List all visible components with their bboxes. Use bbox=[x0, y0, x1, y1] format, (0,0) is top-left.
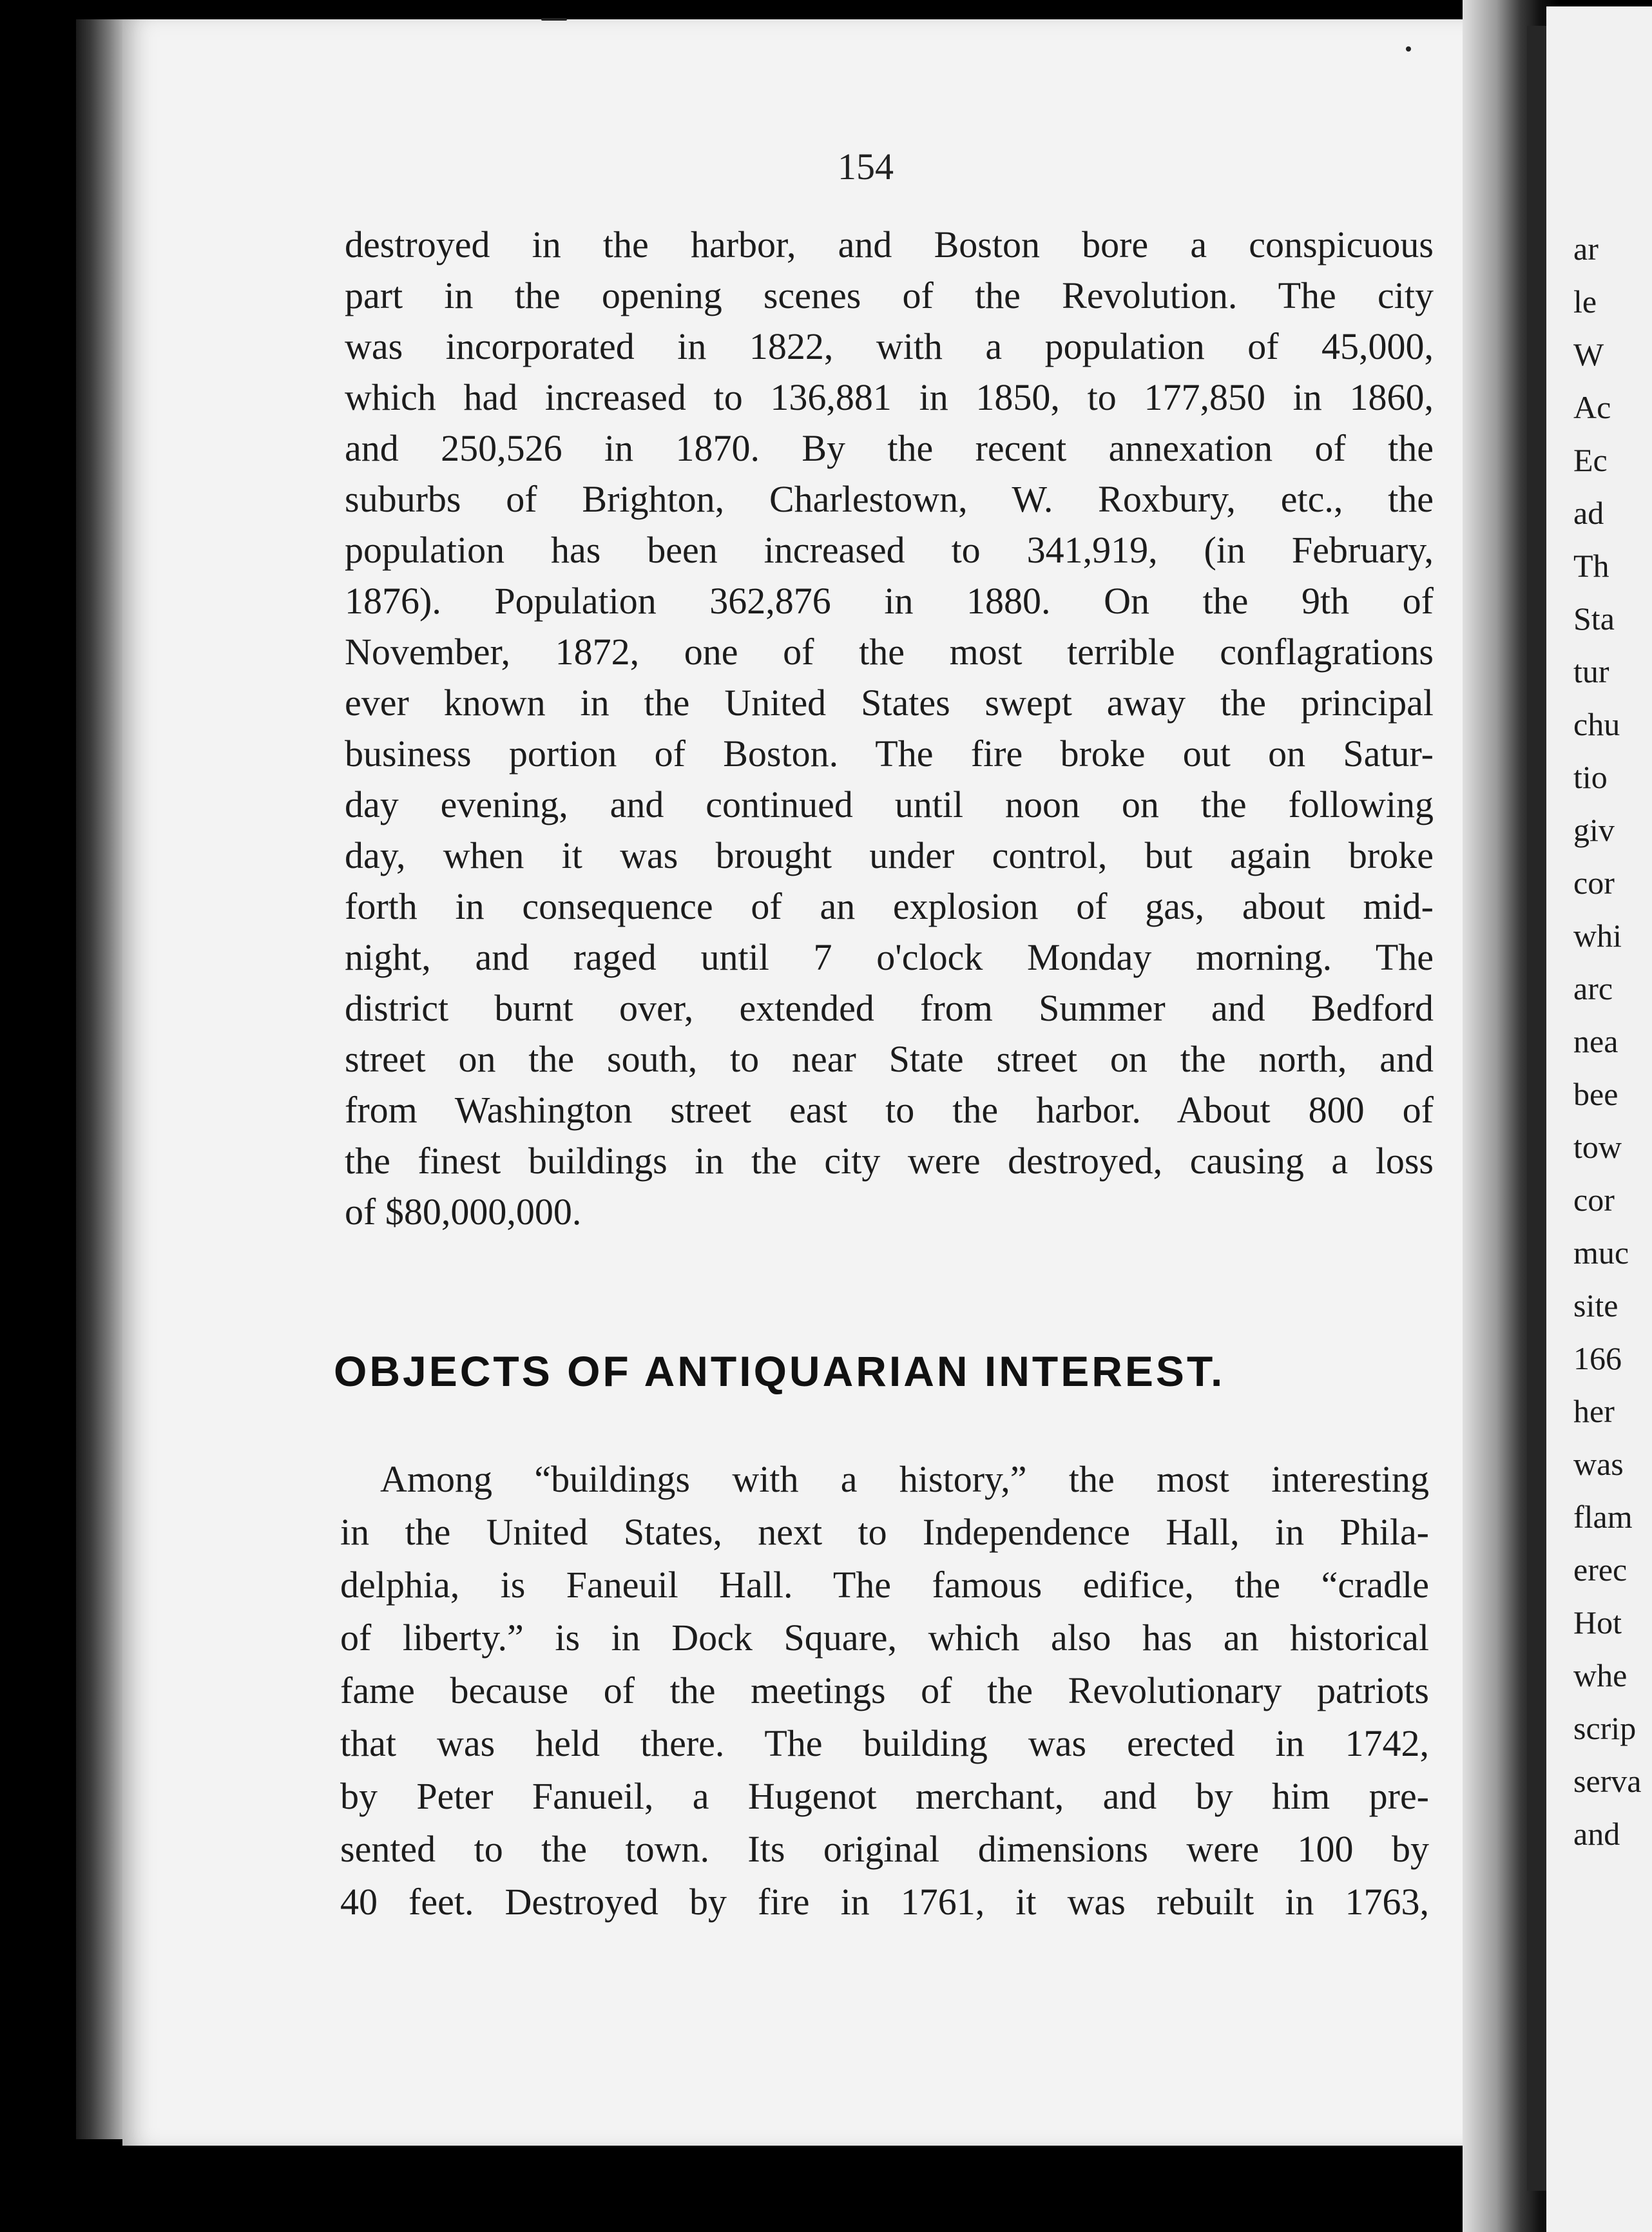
right-page-text-fragments bbox=[1573, 222, 1652, 1860]
text-line: was bbox=[1573, 1446, 1624, 1482]
text-line: giv bbox=[1573, 812, 1615, 848]
text-line: by Peter Fanueil, a Hugenot merchant, and by him pre- bbox=[340, 1775, 1429, 1817]
text-line: street on the south, to near State street on the north, and bbox=[345, 1038, 1434, 1080]
text-line: 1876). Population 362,876 in 1880. On the 9th of bbox=[345, 580, 1434, 622]
text-line: her bbox=[1573, 1393, 1615, 1429]
text-line: day evening, and continued until noon on the following bbox=[345, 784, 1434, 825]
text-line: nea bbox=[1573, 1023, 1618, 1059]
text-line: November, 1872, one of the most terrible conflagrations bbox=[345, 631, 1434, 673]
text-line: Ec bbox=[1573, 442, 1608, 478]
text-line: destroyed in the harbor, and Boston bore a conspicuous bbox=[345, 224, 1434, 265]
text-line: serva bbox=[1573, 1763, 1642, 1799]
text-line: population has been increased to 341,919, (in February, bbox=[345, 529, 1434, 571]
text-line: sented to the town. Its original dimensions were 100 by bbox=[340, 1828, 1429, 1870]
text-line: day, when it was brought under control, but again broke bbox=[345, 834, 1434, 876]
text-line: from Washington street east to the harbor. About 800 of bbox=[345, 1089, 1434, 1131]
text-line: Among “buildings with a history,” the most interesting bbox=[380, 1458, 1429, 1500]
text-line: W bbox=[1573, 336, 1604, 372]
body-paragraph bbox=[345, 219, 1434, 1237]
text-line: Th bbox=[1573, 548, 1609, 584]
text-line: muc bbox=[1573, 1235, 1629, 1271]
text-line: erec bbox=[1573, 1552, 1628, 1588]
text-line: and bbox=[1573, 1816, 1620, 1852]
text-line: ad bbox=[1573, 495, 1604, 531]
text-line: ever known in the United States swept away the principal bbox=[345, 682, 1434, 724]
text-line: in the United States, next to Independence Hall, in Phila- bbox=[340, 1511, 1429, 1553]
text-line: Ac bbox=[1573, 389, 1611, 425]
text-line: tow bbox=[1573, 1129, 1622, 1165]
text-line: of liberty.” is in Dock Square, which also has an historical bbox=[340, 1617, 1429, 1659]
text-line: ar bbox=[1573, 231, 1599, 267]
text-line: the finest buildings in the city were destroyed, causing a loss bbox=[345, 1140, 1434, 1182]
text-line: le bbox=[1573, 284, 1597, 320]
text-line: Sta bbox=[1573, 601, 1615, 637]
text-line: whi bbox=[1573, 918, 1622, 954]
text-line: was incorporated in 1822, with a population of 45,000, bbox=[345, 325, 1434, 367]
text-line: which had increased to 136,881 in 1850, to 177,850 in 1860, bbox=[345, 376, 1434, 418]
text-line: suburbs of Brighton, Charlestown, W. Roxbury, etc., the bbox=[345, 478, 1434, 520]
text-line: 40 feet. Destroyed by fire in 1761, it was rebuilt in 1763, bbox=[340, 1881, 1429, 1923]
text-line: part in the opening scenes of the Revolution. The city bbox=[345, 274, 1434, 316]
text-line: chu bbox=[1573, 706, 1620, 742]
text-line: forth in consequence of an explosion of gas, about mid- bbox=[345, 885, 1434, 927]
text-line: cor bbox=[1573, 1182, 1615, 1218]
text-line: scrip bbox=[1573, 1710, 1637, 1746]
text-line: of $80,000,000. bbox=[345, 1191, 582, 1233]
text-line: bee bbox=[1573, 1076, 1618, 1112]
text-line: tur bbox=[1573, 653, 1609, 689]
text-line: arc bbox=[1573, 970, 1613, 1006]
text-line: flam bbox=[1573, 1499, 1633, 1535]
text-line: and 250,526 in 1870. By the recent annexation of the bbox=[345, 427, 1434, 469]
text-line: Hot bbox=[1573, 1604, 1622, 1640]
page-number: 154 bbox=[838, 146, 894, 188]
page-speck bbox=[541, 18, 567, 21]
page-speck bbox=[1406, 46, 1411, 52]
text-line: tio bbox=[1573, 759, 1608, 795]
section-heading: OBJECTS OF ANTIQUARIAN INTEREST. bbox=[334, 1347, 1225, 1395]
text-line: business portion of Boston. The fire broke out on Satur- bbox=[345, 733, 1434, 774]
text-line: night, and raged until 7 o'clock Monday morning. The bbox=[345, 936, 1434, 978]
text-line: fame because of the meetings of the Revolutionary patriots bbox=[340, 1669, 1429, 1711]
text-line: site bbox=[1573, 1287, 1618, 1323]
text-line: cor bbox=[1573, 865, 1615, 901]
text-line: 166 bbox=[1573, 1340, 1622, 1376]
text-line: district burnt over, extended from Summer and Bedford bbox=[345, 987, 1434, 1029]
gutter-shadow bbox=[1527, 26, 1546, 2191]
text-line: that was held there. The building was erected in 1742, bbox=[340, 1722, 1429, 1764]
text-line: whe bbox=[1573, 1657, 1628, 1693]
section-paragraph bbox=[340, 1453, 1429, 1929]
text-line: delphia, is Faneuil Hall. The famous edifice, the “cradle bbox=[340, 1564, 1429, 1606]
